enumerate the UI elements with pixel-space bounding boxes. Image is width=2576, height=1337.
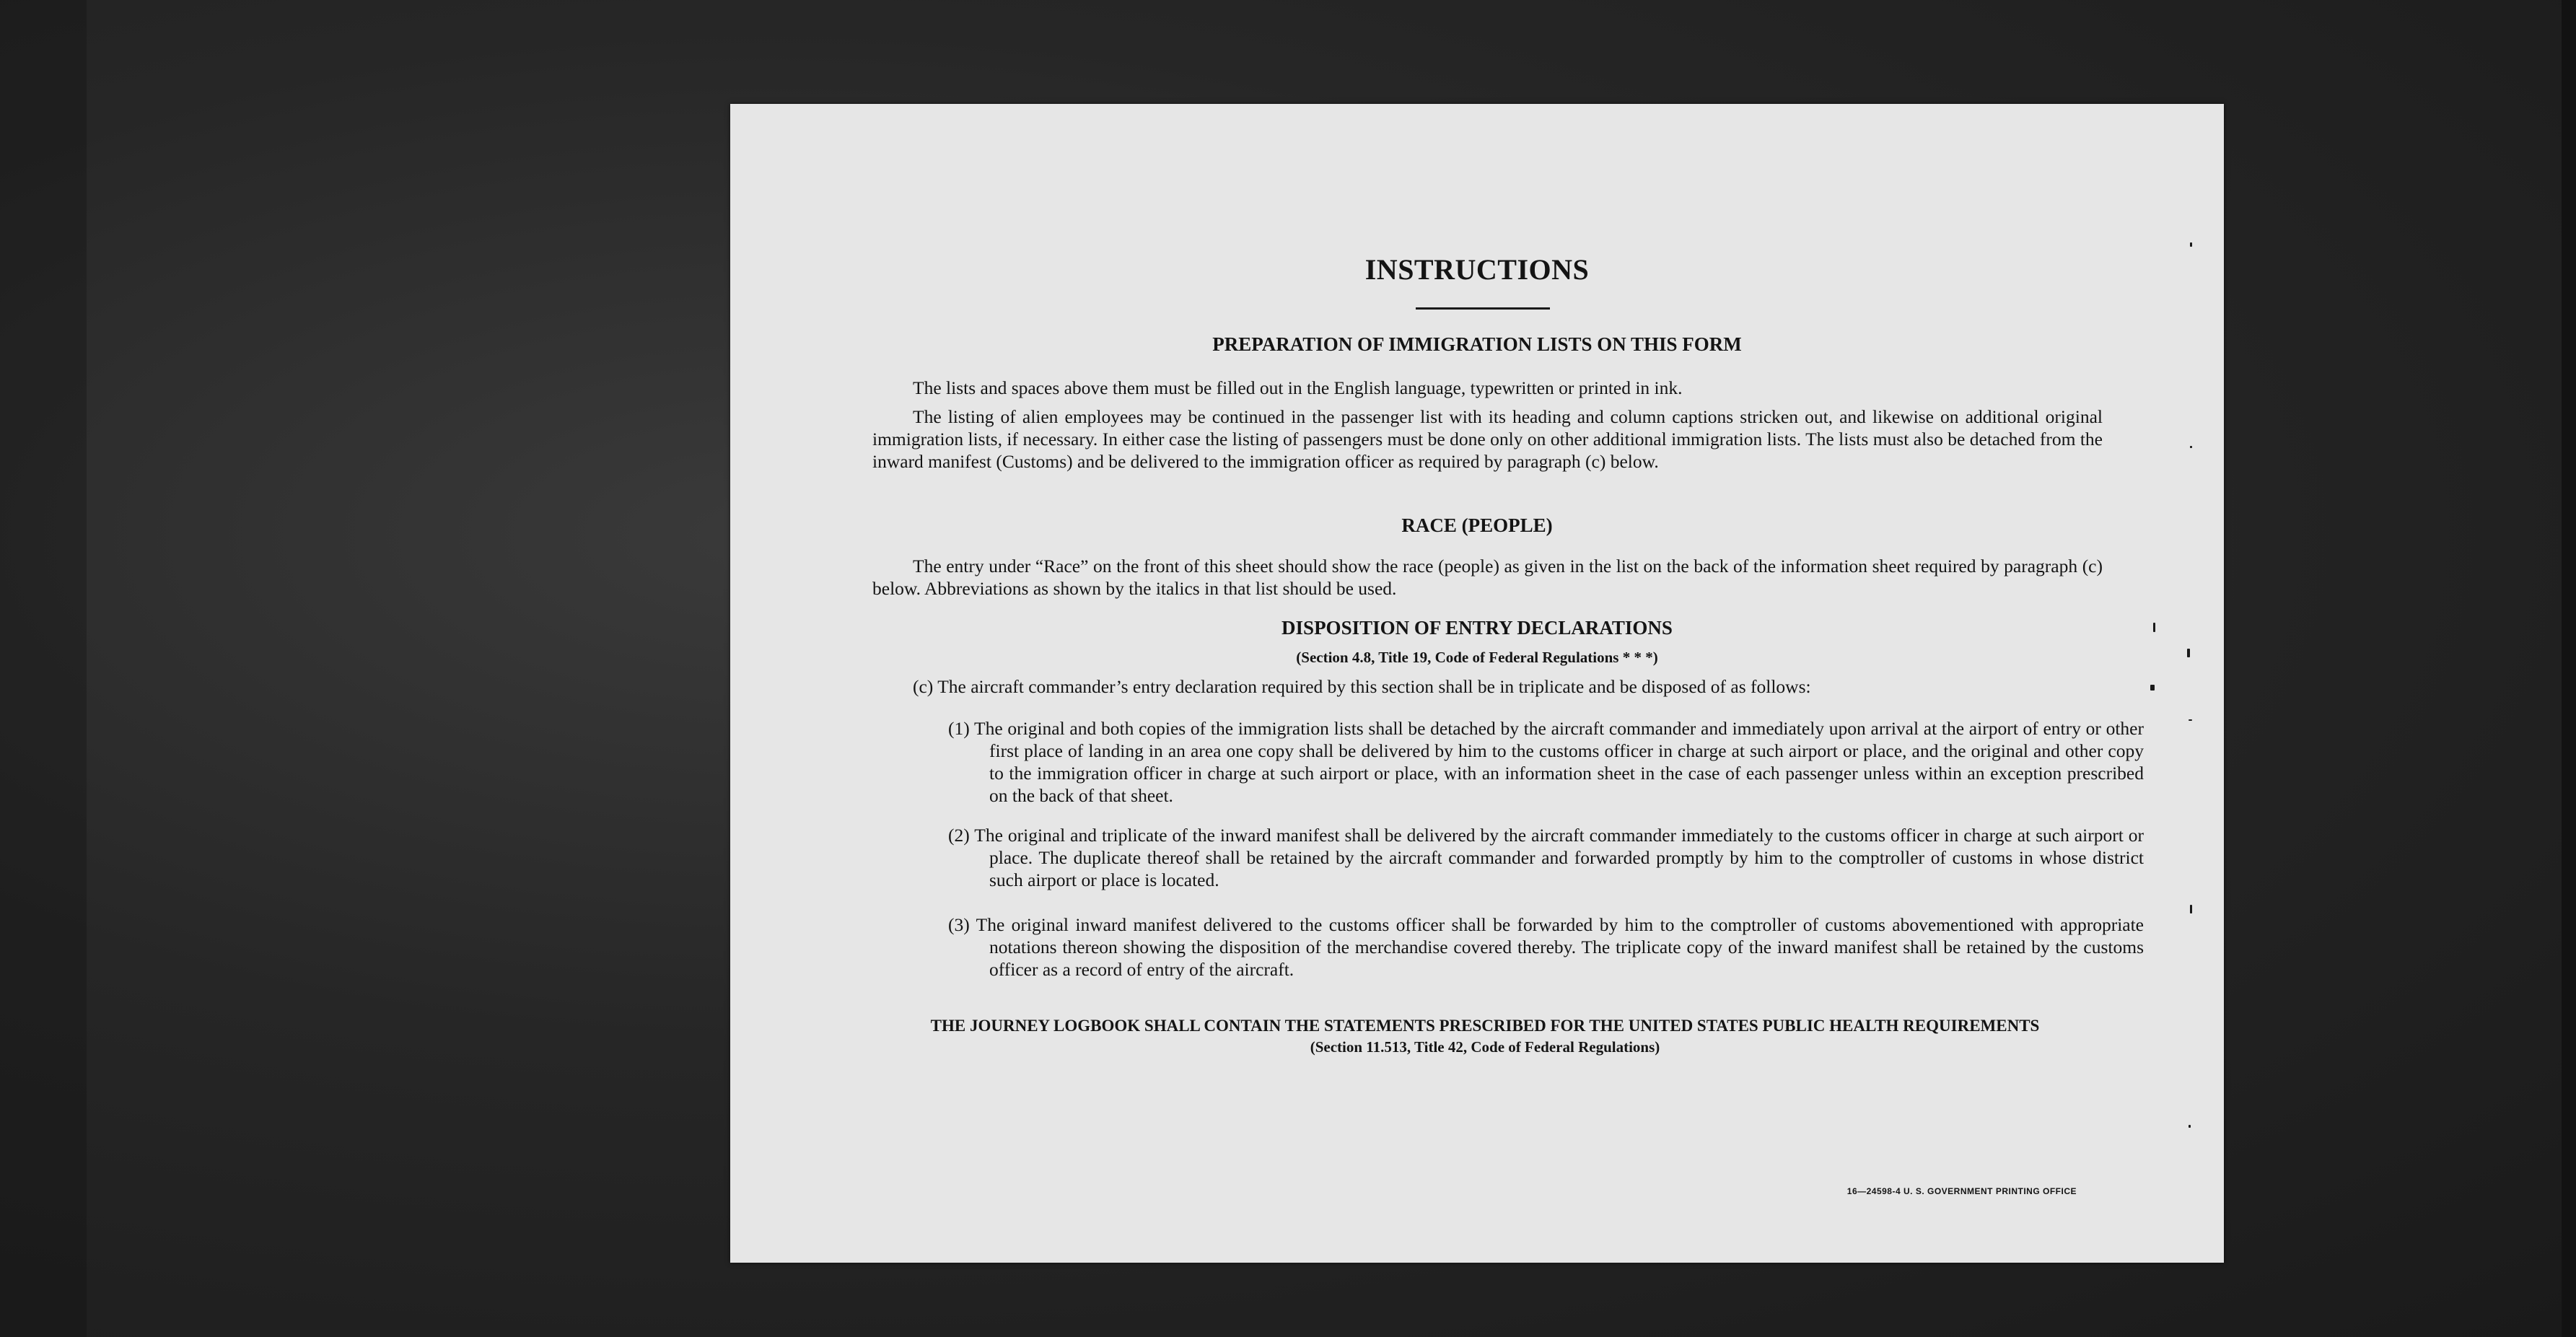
margin-mark	[2190, 905, 2192, 913]
section-citation: (Section 4.8, Title 19, Code of Federal Regulations * * *)	[1296, 649, 1658, 666]
margin-mark	[2190, 242, 2192, 247]
margin-mark	[2190, 446, 2192, 448]
margin-mark	[2187, 649, 2190, 657]
list-item-2: (2) The original and triplicate of the inward manifest shall be delivered by the aircraft commander immediately to the customs officer in charge at such airport or place. The duplicate thereof shall be retained by the aircraft commander and forwarded promptly by him to the comptroller of customs in whose district such airport or place is located.	[948, 825, 2144, 890]
paragraph-language: The lists and spaces above them must be filled out in the English language, typewritten or printed in ink.	[913, 377, 1683, 398]
margin-mark	[2150, 685, 2155, 691]
list-item-1: (1) The original and both copies of the immigration lists shall be detached by the aircraft commander and immediately upon arrival at the airport of entry or other first place of landing in an area one copy shall be delivered by him to the customs officer in charge at such airport or place, and the original and other copy to the immigration officer in charge at such airport or place, with an information sheet in the case of each passenger unless within an exception prescribed on the back of that sheet.	[948, 718, 2144, 806]
margin-mark	[2153, 623, 2155, 632]
scan-dark-band-right	[2562, 0, 2576, 1337]
margin-mark	[2189, 1125, 2191, 1128]
section-heading-preparation: PREPARATION OF IMMIGRATION LISTS ON THIS FORM	[1212, 333, 1742, 355]
paragraph-alien-employees: The listing of alien employees may be continued in the passenger list with its heading and column captions stricken out, and likewise on additional original immigration lists, if necessary. In either case the listing of passengers must be done only on other additional immigration lists. The lists must also be detached from the inward manifest (Customs) and be delivered to the immigration officer as required by paragraph (c) below.	[872, 406, 2103, 472]
title-underline	[1416, 307, 1550, 310]
section-heading-disposition: DISPOSITION OF ENTRY DECLARATIONS	[1282, 617, 1673, 639]
document-page	[730, 104, 2224, 1263]
printing-office-imprint: 16—24598-4 U. S. GOVERNMENT PRINTING OFFICE	[1846, 1186, 2077, 1196]
paragraph-c-intro: (c) The aircraft commander’s entry declaration required by this section shall be in triplicate and be disposed of as follows:	[913, 676, 1811, 697]
list-item-3: (3) The original inward manifest delivered to the customs officer shall be forwarded by him to the comptroller of customs abovementioned with appropriate notations thereon showing the disposition of the merchandise covered thereby. The triplicate copy of the inward manifest shall be retained by the customs officer as a record of entry of the aircraft.	[948, 914, 2144, 980]
paragraph-race: The entry under “Race” on the front of this sheet should show the race (people) as given in the list on the back of the information sheet required by paragraph (c) below. Abbreviations as shown by the italics in that list should be used.	[872, 556, 2103, 599]
footer-citation: (Section 11.513, Title 42, Code of Federal Regulations)	[1310, 1038, 1660, 1056]
scan-dark-band-left	[0, 0, 87, 1337]
margin-mark	[2189, 719, 2192, 721]
section-heading-race: RACE (PEOPLE)	[1401, 514, 1553, 536]
footer-logbook-notice: THE JOURNEY LOGBOOK SHALL CONTAIN THE STATEMENTS PRESCRIBED FOR THE UNITED STATES PUBLIC HEALTH REQUIREMENTS	[930, 1017, 2040, 1035]
page-title: INSTRUCTIONS	[1364, 253, 1590, 286]
